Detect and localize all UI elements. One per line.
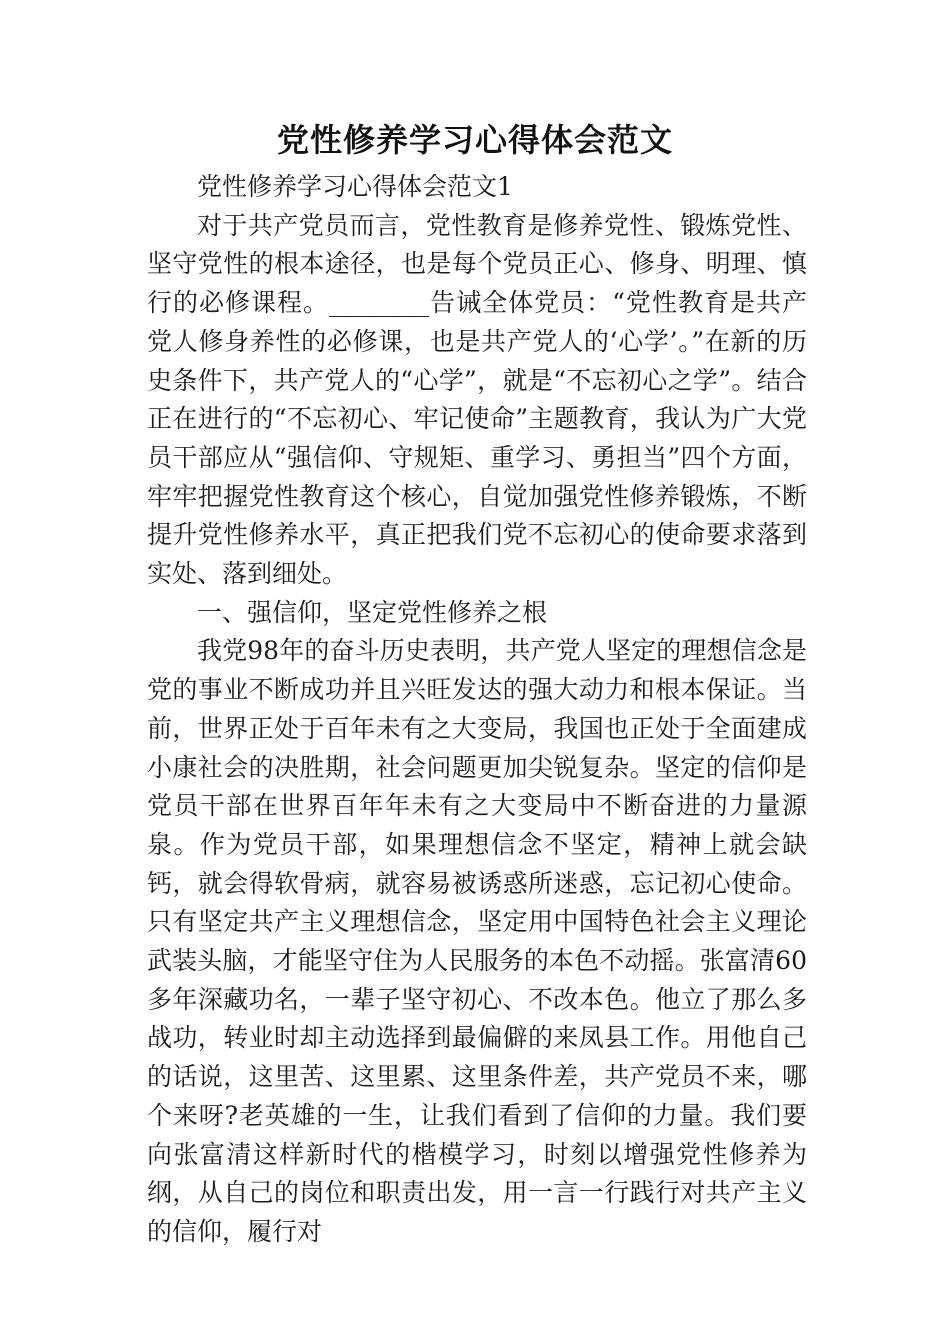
document-body (147, 168, 807, 1252)
paragraph-intro: 对于共产党员而言，党性教育是修养党性、锻炼党性、坚守党性的根本途径，也是每个党员正心、修身、明理、慎行的必修课程。________告诫全体党员：“党性教育是共产党人修身养性的必修课，也是共产党人的‘心学’。”在新的历史条件下，共产党人的“心学”，就是“不忘初心之学”。结合正在进行的“不忘初心、牢记使命”主题教育，我认为广大党员干部应从“强信仰、守规矩、重学习、勇担当”四个方面，牢牢把握党性教育这个核心，自觉加强党性修养锻炼，不断提升党性修养水平，真正把我们党不忘初心的使命要求落到实处、落到细处。 (147, 210, 807, 589)
document-title: 党性修养学习心得体会范文 (276, 121, 673, 159)
paragraph-subtitle: 党性修养学习心得体会范文1 (197, 172, 513, 201)
section-heading-1: 一、强信仰，坚定党性修养之根 (197, 597, 548, 627)
paragraph-section-1: 我党98年的奋斗历史表明，共产党人坚定的理想信念是党的事业不断成功并且兴旺发达的强大动力和根本保证。当前，世界正处于百年未有之大变局，我国也正处于全面建成小康社会的决胜期，社会问题更加尖锐复杂。坚定的信仰是党员干部在世界百年年未有之大变局中不断奋进的力量源泉。作为党员干部，如果理想信念不坚定，精神上就会缺钙，就会得软骨病，就容易被诱惑所迷惑，忘记初心使命。只有坚定共产主义理想信念，坚定用中国特色社会主义理论武装头脑，才能坚守住为人民服务的本色不动摇。张富清60多年深藏功名，一辈子坚守初心、不改本色。他立了那么多战功，转业时却主动选择到最偏僻的来凤县工作。用他自己的话说，这里苦、这里累、这里条件差，共产党员不来，哪个来呀?老英雄的一生，让我们看到了信仰的力量。我们要向张富清这样新时代的楷模学习，时刻以增强党性修养为纲，从自己的岗位和职责出发，用一言一行践行对共产主义的信仰，履行对 (147, 636, 807, 1246)
